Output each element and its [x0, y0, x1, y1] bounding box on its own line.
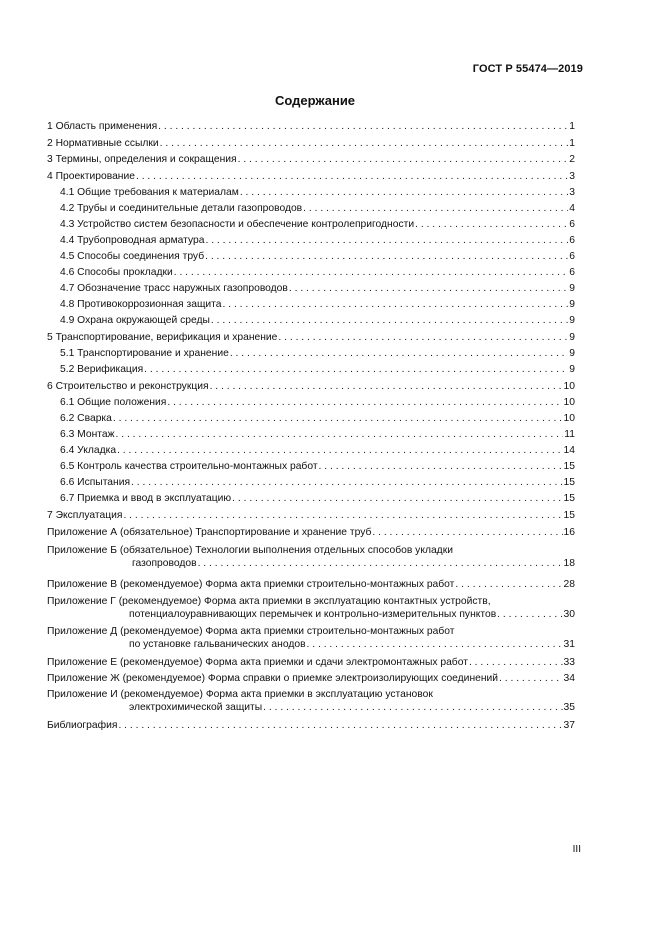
toc-entry[interactable]: Приложение В (рекомендуемое) Форма акта приемки строительно-монтажных работ . . . 28	[47, 578, 575, 591]
toc-entry[interactable]: 3 Термины, определения и сокращения . . . 2	[47, 153, 575, 166]
toc-entry[interactable]: Приложение Е (рекомендуемое) Форма акта приемки и сдачи электромонтажных работ . . . 33	[47, 656, 575, 669]
toc-entry[interactable]: 6 Строительство и реконструкция . . . 10	[47, 380, 575, 393]
toc-entry[interactable]: Приложение Ж (рекомендуемое) Форма справки о приемке электроизолирующих соединений . . . 34	[47, 672, 575, 685]
toc-entry[interactable]: 5 Транспортирование, верификация и хранение . . . 9	[47, 331, 575, 344]
toc-entry-multiline[interactable]: Приложение Г (рекомендуемое) Форма акта приемки в эксплуатацию контактных устройств, потенциалоуравнивающих перемычек и контрольно-измерительных пунктов . . . 30	[47, 595, 575, 621]
toc-entry[interactable]: 5.1 Транспортирование и хранение . . . 9	[60, 347, 575, 360]
toc-entry[interactable]: Приложение А (обязательное) Транспортирование и хранение труб . . . 16	[47, 526, 575, 539]
toc-entry[interactable]: 4.6 Способы прокладки . . . 6	[60, 266, 575, 279]
toc-entry[interactable]: 6.6 Испытания . . . 15	[60, 476, 575, 489]
toc-entry[interactable]: 4 Проектирование . . . 3	[47, 170, 575, 183]
toc-entry[interactable]: 6.4 Укладка . . . 14	[60, 444, 575, 457]
toc-entry[interactable]: 6.3 Монтаж . . . 11	[60, 428, 575, 441]
toc-entry[interactable]: 4.1 Общие требования к материалам . . . 3	[60, 186, 575, 199]
toc-entry[interactable]: 7 Эксплуатация . . . 15	[47, 509, 575, 522]
toc-entry-multiline[interactable]: Приложение Б (обязательное) Технологии выполнения отдельных способов укладки газопроводов . . . 18	[47, 544, 575, 570]
toc-entry[interactable]: 4.8 Противокоррозионная защита . . . 9	[60, 298, 575, 311]
toc-entry[interactable]: 6.1 Общие положения . . . 10	[60, 396, 575, 409]
page-title: Содержание	[274, 93, 356, 108]
toc-entry[interactable]: 6.5 Контроль качества строительно-монтажных работ . . . 15	[60, 460, 575, 473]
toc-entry[interactable]: 2 Нормативные ссылки . . . 1	[47, 137, 575, 150]
toc-entry[interactable]: 4.2 Трубы и соединительные детали газопроводов . . . 4	[60, 202, 575, 215]
toc-entry-multiline[interactable]: Приложение Д (рекомендуемое) Форма акта приемки строительно-монтажных работ по установке гальванических анодов . . . 31	[47, 625, 575, 651]
page-number: III	[572, 844, 581, 855]
document-code: ГОСТ Р 55474—2019	[472, 63, 583, 75]
toc-entry[interactable]: 4.3 Устройство систем безопасности и обеспечение контролепригодности . . . 6	[60, 218, 575, 231]
toc-entry-multiline[interactable]: Приложение И (рекомендуемое) Форма акта приемки в эксплуатацию установок электрохимической защиты . . . 35	[47, 688, 575, 714]
toc-entry[interactable]: 4.5 Способы соединения труб . . . 6	[60, 250, 575, 263]
toc-entry[interactable]: Библиография . . . 37	[47, 719, 575, 732]
toc-entry[interactable]: 4.4 Трубопроводная арматура . . . 6	[60, 234, 575, 247]
toc-entry[interactable]: 1 Область применения . . . 1	[47, 120, 575, 133]
toc-entry[interactable]: 4.9 Охрана окружающей среды . . . 9	[60, 314, 575, 327]
toc-entry[interactable]: 5.2 Верификация . . . 9	[60, 363, 575, 376]
toc-entry[interactable]: 6.7 Приемка и ввод в эксплуатацию . . . 15	[60, 492, 575, 505]
toc-entry[interactable]: 6.2 Сварка . . . 10	[60, 412, 575, 425]
toc-entry[interactable]: 4.7 Обозначение трасс наружных газопроводов . . . 9	[60, 282, 575, 295]
